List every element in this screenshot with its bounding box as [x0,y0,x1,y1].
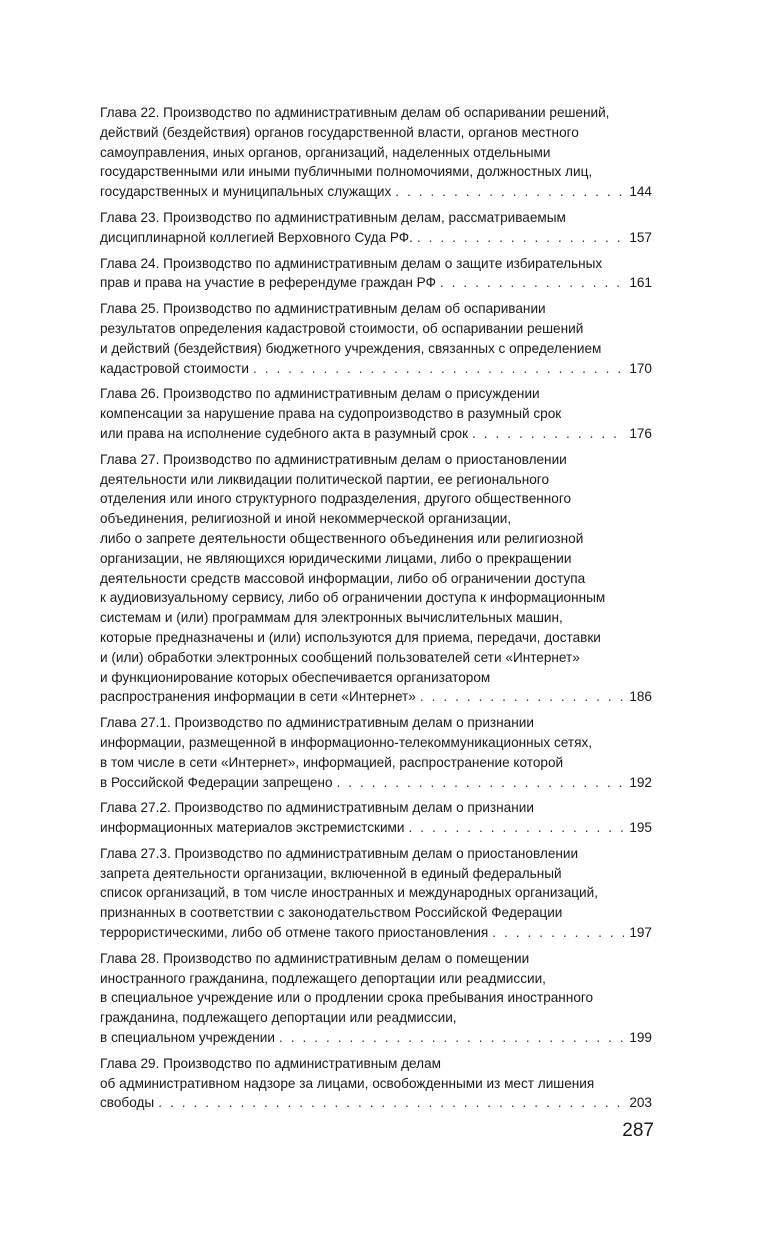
toc-entry-line: компенсации за нарушение права на судопроизводство в разумный срок [100,406,562,422]
toc-entry-line: результатов определения кадастровой стоимости, об оспаривании решений [100,320,584,336]
dot-leader [413,228,624,248]
toc-entry-line: отделения или иного структурного подразделения, другого общественного [100,491,572,507]
toc-entry-last-line [100,687,652,707]
dot-leader [391,182,624,202]
toc-entry-last-line [100,1028,652,1048]
toc-entry-text: в специальном учреждении [100,1030,275,1046]
toc-entry-text: прав и права на участие в референдуме граждан РФ [100,275,436,291]
toc-entry-text: террористическими, либо об отмене такого приостановления [100,925,489,941]
toc-entry [100,384,652,443]
toc-entry-line: признанных в соответствии с законодательством Российской Федерации [100,905,563,921]
toc-entry-line: Глава 22. Производство по административным делам об оспаривании решений, [100,105,610,120]
toc-entry-line: к аудиовизуальному сервису, либо об ограничении доступа к информационным [100,590,606,606]
toc-entry-line: которые предназначены и (или) используются для приема, передачи, доставки [100,629,601,645]
toc-entry-line: Глава 25. Производство по административным делам об оспаривании [100,301,546,317]
toc-entry-line: самоуправления, иных органов, организаций, наделенных отдельными [100,144,551,160]
toc-entry-page: 144 [629,184,652,200]
toc-entry-line: Глава 26. Производство по административным делам о присуждении [100,386,540,402]
dot-leader [488,923,624,943]
dot-leader [416,687,624,707]
toc-entry-line: либо о запрете деятельности общественного объединения или религиозной [100,530,584,546]
toc-entry-line: в том числе в сети «Интернет», информацией, распространение которой [100,754,564,770]
toc-entry-text: дисциплинарной коллегией Верховного Суда РФ. [100,229,413,245]
toc-entry-page: 161 [629,275,652,291]
dot-leader [468,424,624,444]
toc-entry-line: и (или) обработки электронных сообщений пользователей сети «Интернет» [100,649,580,665]
toc-entry-line: деятельности или ликвидации политической партии, ее регионального [100,471,550,487]
toc-entry-line: Глава 28. Производство по административным делам о помещении [100,950,530,966]
toc-entry-last-line [100,228,652,248]
toc-entry-page: 197 [629,925,652,941]
toc-entry-text: свободы [100,1095,155,1111]
toc-entry [100,1054,652,1113]
toc-entry-page: 176 [629,425,652,441]
toc-entry-page: 192 [629,774,652,790]
toc-entry [100,299,652,378]
toc-entry-last-line [100,273,652,293]
toc-entry-text: информационных материалов экстремистскими [100,820,405,836]
toc-entry-text: кадастровой стоимости [100,360,249,376]
toc-entry [100,844,652,943]
toc-entry-line: Глава 29. Производство по административным делам [100,1055,441,1071]
toc-entry [100,450,652,707]
toc-entry-line: Глава 27.3. Производство по административным делам о приостановлении [100,845,579,861]
toc-entry-line: и функционирование которых обеспечивается организатором [100,669,491,685]
dot-leader [249,359,624,379]
toc-entry-line: иностранного гражданина, подлежащего депортации или реадмиссии, [100,970,546,986]
toc-entry-page: 203 [629,1095,652,1111]
toc-entry-last-line [100,182,652,202]
dot-leader [275,1028,624,1048]
dot-leader [154,1093,624,1113]
toc-entry-page: 199 [629,1030,652,1046]
toc-entry-page: 186 [629,689,652,705]
toc-entry-text: распространения информации в сети «Интернет» [100,689,416,705]
toc-entry-last-line [100,923,652,943]
toc-entry-page: 157 [629,229,652,245]
toc-entry-last-line [100,818,652,838]
toc-entry-line: системам и (или) программам для электронных вычислительных машин, [100,610,563,626]
toc-entry-line: информации, размещенной в информационно-телекоммуникационных сетях, [100,734,593,750]
dot-leader [333,773,624,793]
toc-entry-line: в специальное учреждение или о продлении срока пребывания иностранного [100,990,594,1006]
toc-entry-last-line [100,359,652,379]
toc-entry-line: организации, не являющихся юридическими лицами, либо о прекращении [100,550,572,566]
toc-entry-last-line [100,424,652,444]
toc-entry-last-line [100,773,652,793]
toc-entry-line: объединения, религиозной и иной некоммерческой организации, [100,511,512,527]
toc-entry [100,798,652,838]
toc-entry-line: и действий (бездействия) бюджетного учреждения, связанных с определением [100,340,602,356]
toc-entry [100,103,652,202]
toc-entry [100,254,652,294]
toc-entry-line: запрета деятельности организации, включенной в единый федеральный [100,865,562,881]
dot-leader [404,818,624,838]
dot-leader [436,273,624,293]
toc-entry [100,208,652,248]
toc-entry-line: Глава 24. Производство по административным делам о защите избирательных [100,255,603,271]
page-number: 287 [622,1120,654,1141]
toc-entry-line: гражданина, подлежащего депортации или реадмиссии, [100,1010,457,1026]
toc-entry [100,949,652,1048]
toc-entry-text: в Российской Федерации запрещено [100,774,333,790]
toc-entry [100,713,652,792]
toc-entry-line: государственными или иными публичными полномочиями, должностных лиц, [100,164,593,180]
toc-entry-page: 170 [629,360,652,376]
toc-entry-text: или права на исполнение судебного акта в разумный срок [100,425,469,441]
toc-entry-line: деятельности средств массовой информации, либо об ограничении доступа [100,570,586,586]
toc-entry-line: Глава 23. Производство по административным делам, рассматриваемым [100,209,566,225]
toc-entry-line: Глава 27. Производство по административным делам о приостановлении [100,451,567,467]
toc-entry-line: Глава 27.1. Производство по административным делам о признании [100,715,534,731]
table-of-contents [100,103,652,1119]
toc-entry-last-line [100,1093,652,1113]
toc-entry-line: список организаций, в том числе иностранных и международных организаций, [100,885,599,901]
toc-entry-text: государственных и муниципальных служащих [100,184,392,200]
toc-entry-page: 195 [629,820,652,836]
toc-entry-line: действий (бездействия) органов государственной власти, органов местного [100,124,579,140]
toc-entry-line: Глава 27.2. Производство по административным делам о признании [100,800,534,816]
toc-entry-line: об административном надзоре за лицами, освобожденными из мест лишения [100,1075,595,1091]
